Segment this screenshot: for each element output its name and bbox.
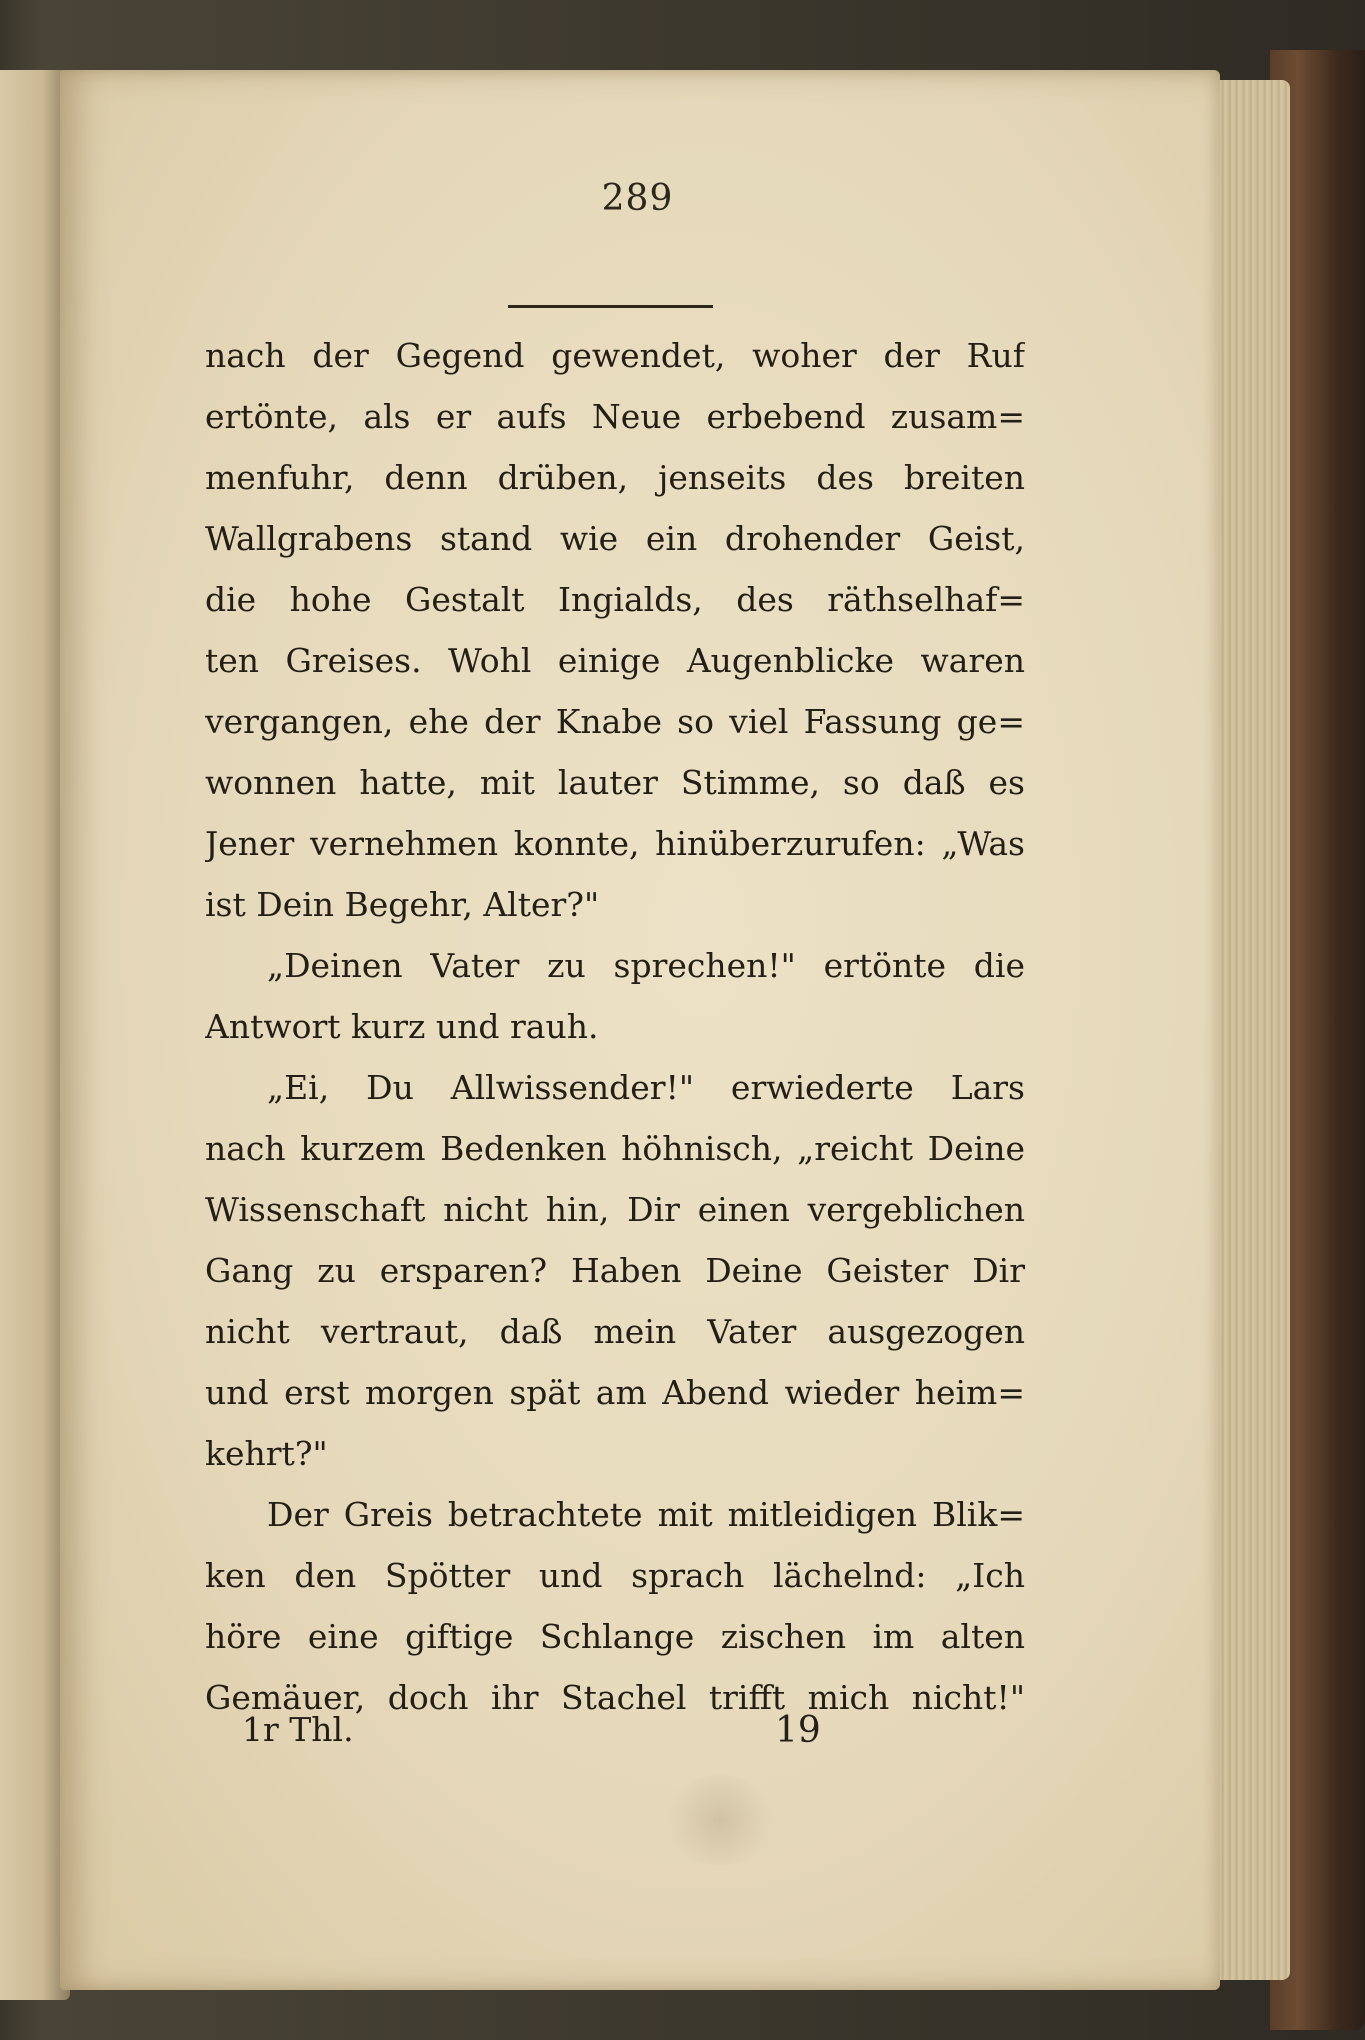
text-line: Gemäuer, doch ihr Stachel trifft mich nicht!" xyxy=(205,1678,1025,1717)
body-text xyxy=(205,325,1025,1728)
text-line: „Deinen Vater zu sprechen!" ertönte die xyxy=(267,946,1025,985)
text-line: nach der Gegend gewendet, woher der Ruf xyxy=(205,336,1025,375)
text-line: nach kurzem Bedenken höhnisch, „reicht Deine xyxy=(205,1129,1025,1168)
text-line: höre eine giftige Schlange zischen im alten xyxy=(205,1617,1025,1656)
text-line: menfuhr, denn drüben, jenseits des breiten xyxy=(205,458,1025,497)
text-line: ten Greises. Wohl einige Augenblicke waren xyxy=(205,641,1025,680)
text-line: kehrt?" xyxy=(205,1434,328,1473)
text-line: nicht vertraut, daß mein Vater ausgezogen xyxy=(205,1312,1025,1351)
page-number: 289 xyxy=(601,178,674,219)
text-line: wonnen hatte, mit lauter Stimme, so daß es xyxy=(205,763,1025,802)
text-line: Wallgrabens stand wie ein drohender Geist, xyxy=(205,519,1025,558)
text-line: vergangen, ehe der Knabe so viel Fassung ge= xyxy=(205,702,1025,741)
header-rule xyxy=(508,305,713,308)
page-footer xyxy=(0,1710,1275,1760)
text-line: „Ei, Du Allwissender!" erwiederte Lars xyxy=(267,1068,1025,1107)
text-line: ist Dein Begehr, Alter?" xyxy=(205,885,600,924)
text-line: Wissenschaft nicht hin, Dir einen vergeblichen xyxy=(205,1190,1025,1229)
text-line: ertönte, als er aufs Neue erbebend zusam= xyxy=(205,397,1025,436)
volume-mark: 1r Thl. xyxy=(242,1710,354,1749)
text-line: Antwort kurz und rauh. xyxy=(205,1007,599,1046)
text-line: Der Greis betrachtete mit mitleidigen Blik= xyxy=(267,1495,1025,1534)
signature-mark: 19 xyxy=(775,1710,821,1751)
text-line: Jener vernehmen konnte, hinüberzurufen: „Was xyxy=(205,824,1025,863)
text-line: und erst morgen spät am Abend wieder heim= xyxy=(205,1373,1025,1412)
text-line: Gang zu ersparen? Haben Deine Geister Dir xyxy=(205,1251,1025,1290)
text-line: ken den Spötter und sprach lächelnd: „Ich xyxy=(205,1556,1025,1595)
text-line: die hohe Gestalt Ingialds, des räthselhaf= xyxy=(205,580,1025,619)
paper-stain xyxy=(660,1775,780,1865)
